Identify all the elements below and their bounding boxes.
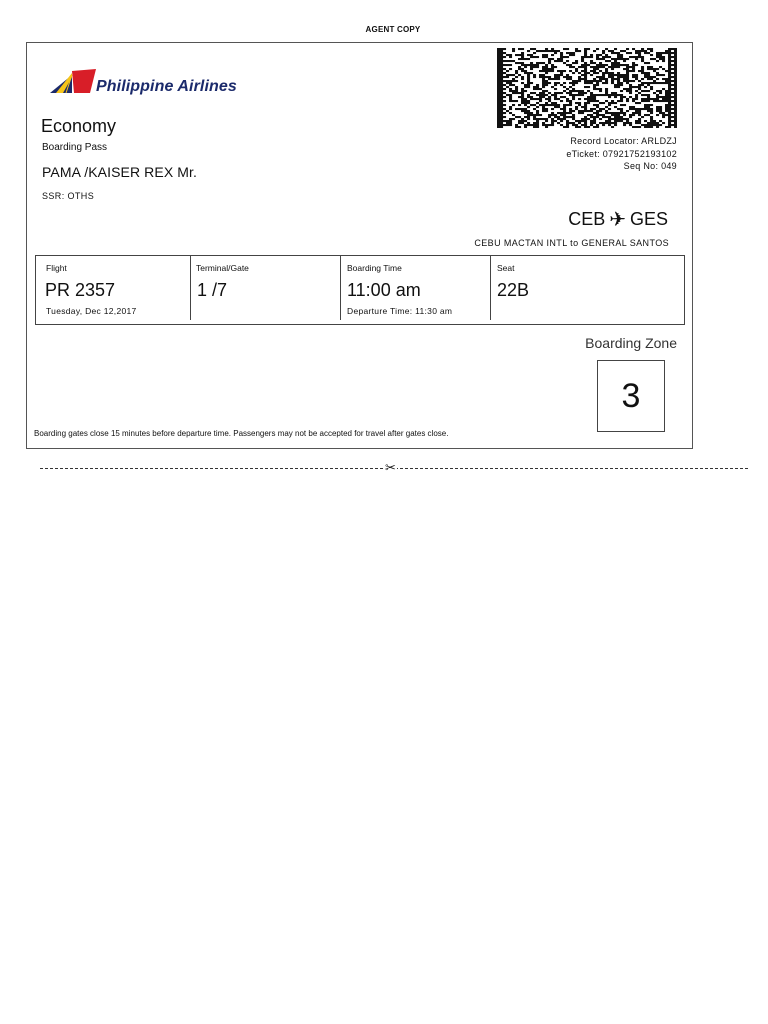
boarding-time-label: Boarding Time	[347, 263, 402, 273]
sequence-number: Seq No: 049	[623, 161, 677, 171]
seat-label: Seat	[497, 263, 515, 273]
document-type: Boarding Pass	[42, 142, 108, 153]
barcode-icon	[497, 48, 677, 128]
ssr-code: SSR: OTHS	[42, 191, 95, 201]
boarding-time-cell	[340, 256, 491, 320]
flight-number: PR 2357	[45, 280, 116, 300]
cabin-class: Economy	[41, 116, 117, 136]
passenger-name: PAMA /KAISER REX Mr.	[42, 164, 198, 180]
flight-info-box	[35, 255, 685, 325]
gate-notice: Boarding gates close 15 minutes before departure time. Passengers may not be accepted for travel after gates close.	[34, 429, 449, 438]
flight-date: Tuesday, Dec 12,2017	[46, 306, 137, 316]
gate-label: Terminal/Gate	[196, 263, 249, 273]
departure-time: Departure Time: 11:30 am	[347, 306, 453, 316]
agent-copy-label: AGENT COPY	[365, 25, 421, 34]
destination-code: GES	[629, 209, 668, 229]
gate-value: 1 /7	[197, 280, 228, 300]
boarding-zone-label: Boarding Zone	[585, 335, 677, 351]
record-locator: Record Locator: ARLDZJ	[570, 136, 677, 146]
seat-cell	[490, 256, 641, 320]
eticket-number: eTicket: 07921752193102	[566, 149, 677, 159]
boarding-zone-value: 3	[597, 360, 665, 432]
boarding-time-value: 11:00 am	[347, 280, 421, 300]
origin-code: CEB	[568, 209, 606, 229]
seat-value: 22B	[497, 280, 530, 300]
flight-cell	[36, 256, 191, 320]
airline-logo-icon	[50, 69, 98, 95]
route-codes	[568, 209, 668, 230]
gate-cell	[190, 256, 341, 320]
airline-name: Philippine Airlines	[96, 78, 237, 95]
flight-label: Flight	[46, 263, 67, 273]
airplane-icon: ✈	[609, 208, 626, 231]
route-description: CEBU MACTAN INTL to GENERAL SANTOS	[474, 238, 669, 248]
scissors-icon: ✂	[385, 460, 396, 475]
